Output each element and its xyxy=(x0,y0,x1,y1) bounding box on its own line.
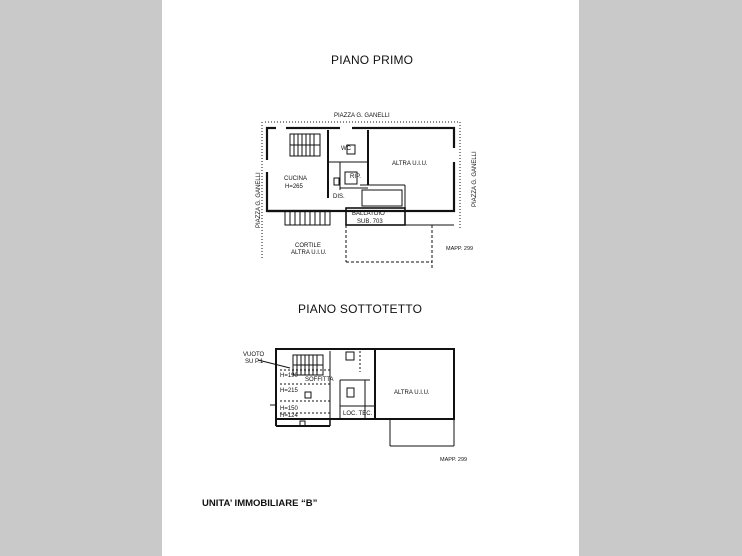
room-loc-tec: LOC. TEC. xyxy=(343,411,373,417)
title-piano-primo: PIANO PRIMO xyxy=(331,53,414,67)
height-124: H=124 xyxy=(280,413,298,419)
mapp-label-attic: MAPP. 299 xyxy=(440,457,468,463)
street-left: PIAZZA G. GANELLI xyxy=(256,172,262,228)
cortile-label: CORTILE xyxy=(295,243,321,249)
room-ballatoio-sub: SUB. 703 xyxy=(357,219,383,225)
unit-label: UNITA’ IMMOBILIARE “B” xyxy=(202,498,318,509)
room-cucina: CUCINA xyxy=(284,176,308,182)
height-150: H=150 xyxy=(280,406,298,412)
su-p1-label: SU P.1 xyxy=(245,359,264,365)
cortile-uiu-label: ALTRA U.I.U. xyxy=(291,250,327,256)
street-right: PIAZZA G. GANELLI xyxy=(472,151,478,207)
document-page xyxy=(162,0,579,556)
room-cucina-height: H=265 xyxy=(285,184,303,190)
room-rip: RIP. xyxy=(350,174,361,180)
room-wc: WC xyxy=(341,146,351,152)
height-215: H=215 xyxy=(280,388,298,394)
street-top: PIAZZA G. GANELLI xyxy=(334,113,390,119)
room-ballatoio: BALLATOIO xyxy=(352,211,385,217)
mapp-label-first: MAPP. 299 xyxy=(446,246,474,252)
room-dis: DIS. xyxy=(333,194,345,200)
room-altra-uiu-attic: ALTRA U.I.U. xyxy=(394,390,430,396)
room-soffitta: SOFFITTA xyxy=(305,377,334,383)
height-190: H=190 xyxy=(280,373,298,379)
vuoto-label: VUOTO xyxy=(243,352,265,358)
title-piano-sottotetto: PIANO SOTTOTETTO xyxy=(298,302,423,316)
room-altra-uiu: ALTRA U.I.U. xyxy=(392,161,428,167)
